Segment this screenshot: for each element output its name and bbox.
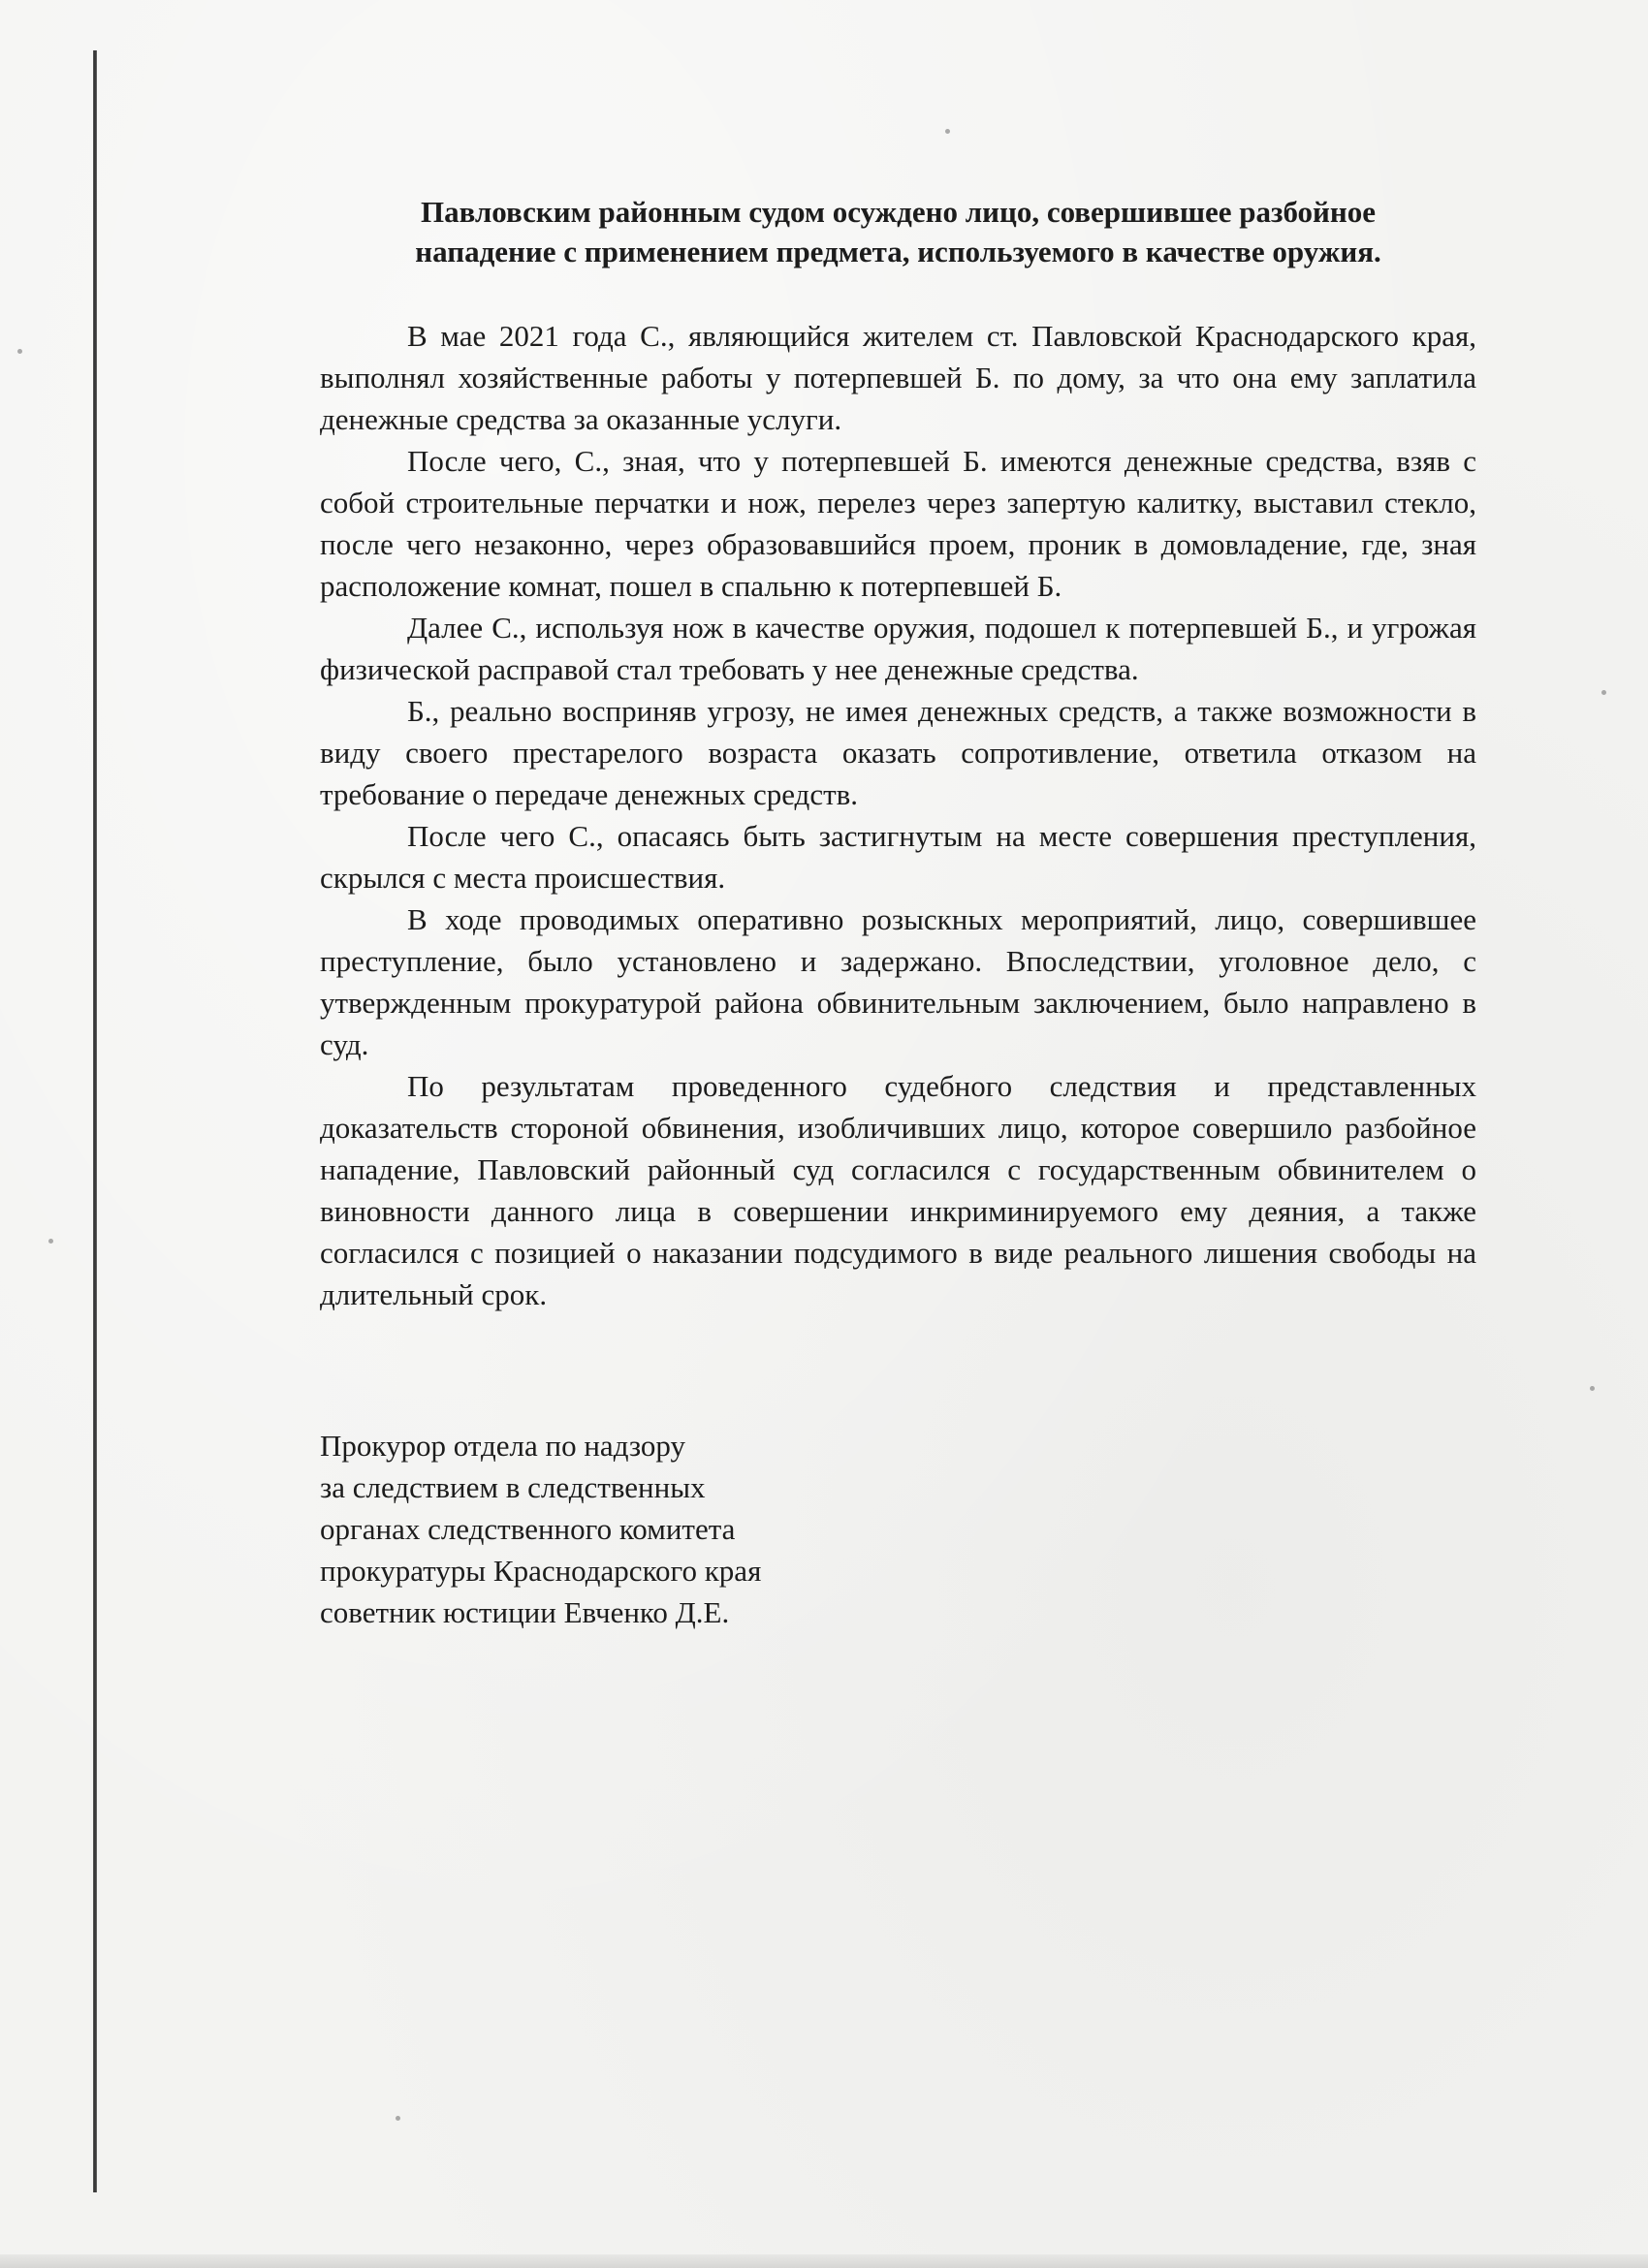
scan-speck bbox=[1601, 690, 1606, 695]
signature-line: Прокурор отдела по надзору bbox=[320, 1429, 685, 1463]
signature-block bbox=[320, 1425, 761, 1633]
paragraph: В ходе проводимых оперативно розыскных мероприятий, лицо, совершившее преступление, было установлено и задержано. Впоследствии, уголовное дело, с утвержденным прокуратурой района обвинительным заключением, было направлено в суд. bbox=[320, 902, 1476, 1061]
paragraph: В мае 2021 года С., являющийся жителем ст. Павловской Краснодарского края, выполнял хозяйственные работы у потерпевшей Б. по дому, за что она ему заплатила денежные средства за оказанные услуги. bbox=[320, 319, 1476, 436]
signature-line: советник юстиции Евченко Д.Е. bbox=[320, 1595, 730, 1629]
paragraph: После чего С., опасаясь быть застигнутым на месте совершения преступления, скрылся с места происшествия. bbox=[320, 819, 1476, 895]
paragraph: По результатам проведенного судебного следствия и представленных доказательств стороной обвинения, изобличивших лицо, которое совершило разбойное нападение, Павловский районный суд согласился с государственным обвинителем о виновности данного лица в совершении инкриминируемого ему деяния, а также согласился с позицией о наказании подсудимого в виде реального лишения свободы на длительный срок. bbox=[320, 1069, 1476, 1311]
scan-speck bbox=[396, 2116, 400, 2121]
scan-bottom-edge bbox=[0, 2254, 1648, 2268]
signature-line: органах следственного комитета bbox=[320, 1512, 736, 1546]
signature-line: прокуратуры Краснодарского края bbox=[320, 1554, 762, 1588]
signature-line: за следствием в следственных bbox=[320, 1470, 706, 1504]
document-body bbox=[320, 192, 1476, 1315]
paragraph: Б., реально восприняв угрозу, не имея денежных средств, а также возможности в виду своего престарелого возраста оказать сопротивление, ответила отказом на требование о передаче денежных средств. bbox=[320, 694, 1476, 811]
scan-left-edge bbox=[93, 50, 97, 2192]
paragraph: После чего, С., зная, что у потерпевшей Б. имеются денежные средства, взяв с собой строительные перчатки и нож, перелез через запертую калитку, выставил стекло, после чего незаконно, через образовавшийся проем, проник в домовладение, где, зная расположение комнат, пошел в спальню к потерпевшей Б. bbox=[320, 444, 1476, 603]
document-title bbox=[320, 192, 1476, 271]
scan-speck bbox=[945, 129, 950, 134]
scan-speck bbox=[48, 1239, 53, 1244]
paragraph: Далее С., используя нож в качестве оружия, подошел к потерпевшей Б., и угрожая физической расправой стал требовать у нее денежные средства. bbox=[320, 611, 1476, 686]
scan-speck bbox=[1590, 1386, 1595, 1391]
title-line: нападение с применением предмета, используемого в качестве оружия. bbox=[415, 235, 1381, 268]
title-line: Павловским районным судом осуждено лицо, совершившее разбойное bbox=[420, 195, 1377, 229]
scan-speck bbox=[17, 349, 22, 354]
